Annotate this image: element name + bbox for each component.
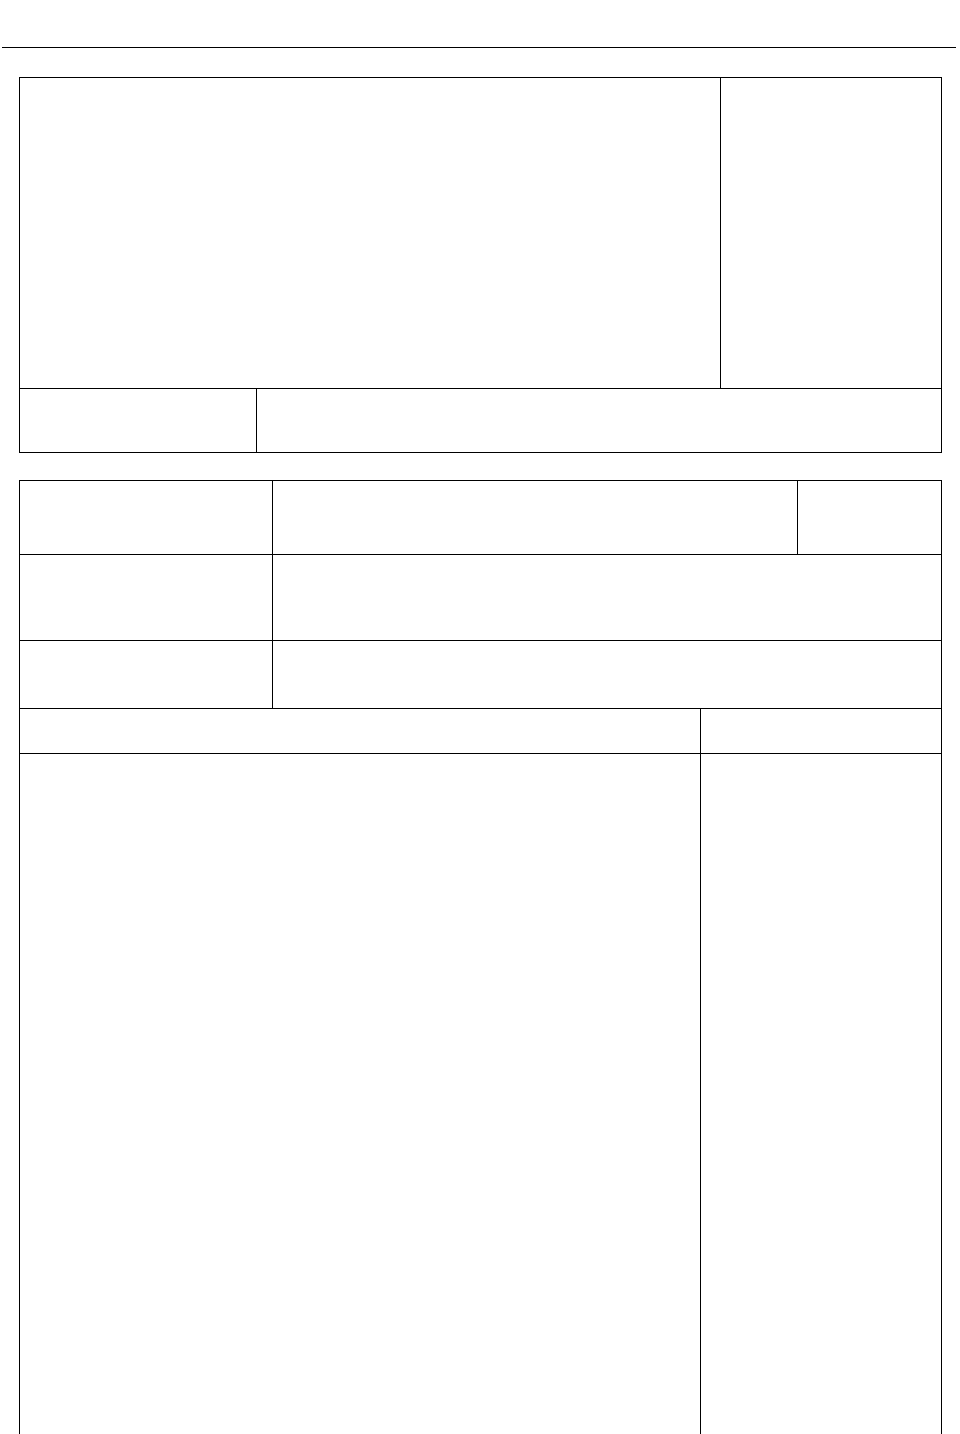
header-rule xyxy=(2,47,956,48)
unit-table xyxy=(19,480,942,709)
kapcsolodasi-body-cell xyxy=(701,754,942,1434)
empty-cell xyxy=(20,78,721,389)
celjai-label-cell xyxy=(20,641,273,709)
ismeretek-table xyxy=(19,708,942,1434)
orakeret-cell xyxy=(798,481,942,555)
kapcsolodasi-header-cell xyxy=(701,709,942,754)
elozetes-label-cell xyxy=(20,555,273,641)
celjai-text-cell xyxy=(273,641,942,709)
kulcsfogalmak-label-cell xyxy=(20,389,257,453)
elozetes-text-cell xyxy=(273,555,942,641)
continuation-table xyxy=(19,77,942,453)
ismeretek-header-cell xyxy=(20,709,701,754)
unit-title-cell xyxy=(273,481,798,555)
kulcsfogalmak-text-cell xyxy=(257,389,942,453)
tematikai-label-cell xyxy=(20,481,273,555)
kapcsolodasi-cell-top xyxy=(721,78,942,389)
ismeretek-body-cell xyxy=(20,754,701,1434)
